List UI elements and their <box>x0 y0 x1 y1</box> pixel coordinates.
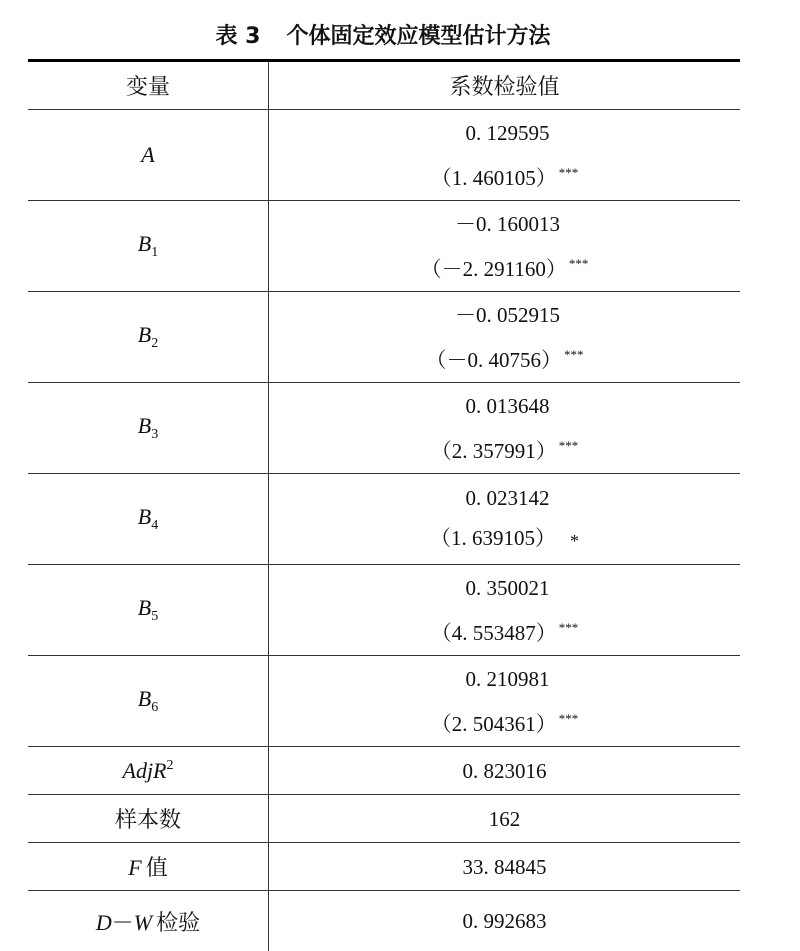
coefficient: －0. 160013 <box>269 204 740 244</box>
variable-subscript: 6 <box>151 700 158 715</box>
summary-row-f-value <box>28 843 740 891</box>
variable-subscript: 1 <box>151 245 158 260</box>
variable-name <box>123 758 174 783</box>
t-statistic: （2. 357991） <box>431 439 557 463</box>
header-row <box>28 61 740 110</box>
table-row <box>28 656 740 747</box>
variable-cell <box>28 747 269 795</box>
table-row <box>28 474 740 565</box>
coefficient: 0. 013648 <box>269 386 740 426</box>
variable-superscript: 2 <box>167 758 174 773</box>
summary-row-sample-size <box>28 795 740 843</box>
variable-letter: AdjR <box>123 758 167 783</box>
variable-label: 检验 <box>156 911 200 936</box>
coefficient: 0. 210981 <box>269 659 740 699</box>
variable-cell <box>28 565 269 656</box>
variable-name <box>138 322 158 347</box>
variable-name: A <box>141 142 154 167</box>
statistic-line <box>269 426 740 471</box>
summary-value: 33. 84845 <box>269 843 741 891</box>
significance-stars: *** <box>559 438 579 453</box>
t-statistic: （－2. 291160） <box>421 257 567 281</box>
t-statistic: （1. 460105） <box>431 166 557 190</box>
significance-stars: *** <box>569 256 589 271</box>
variable-cell <box>28 201 269 292</box>
variable-name <box>138 595 158 620</box>
summary-value: 162 <box>269 795 741 843</box>
coefficient: 0. 023142 <box>269 478 740 518</box>
variable-letter: D <box>96 910 112 935</box>
table-caption <box>0 19 766 50</box>
table-row <box>28 292 740 383</box>
caption-label: 表 3 <box>216 24 261 49</box>
table-row <box>28 565 740 656</box>
variable-name <box>138 413 158 438</box>
t-statistic: （2. 504361） <box>431 712 557 736</box>
statistic-line <box>269 244 740 289</box>
value-cell <box>269 292 741 383</box>
variable-letter: W <box>134 910 152 935</box>
variable-cell <box>28 110 269 201</box>
significance-stars: *** <box>559 620 579 635</box>
results-table <box>28 59 740 951</box>
value-cell <box>269 110 741 201</box>
header-coefficient: 系数检验值 <box>269 61 741 110</box>
table-row <box>28 383 740 474</box>
variable-subscript: 5 <box>151 609 158 624</box>
header-variable: 变量 <box>28 61 269 110</box>
value-cell <box>269 474 741 565</box>
variable-name <box>138 686 158 711</box>
statistic-line <box>269 153 740 198</box>
variable-cell <box>28 474 269 565</box>
variable-name <box>138 504 158 529</box>
value-cell <box>269 201 741 292</box>
caption-title: 个体固定效应模型估计方法 <box>286 24 550 49</box>
variable-cell <box>28 383 269 474</box>
variable-cell <box>28 292 269 383</box>
t-statistic: （－0. 40756） <box>426 348 563 372</box>
t-statistic: （4. 553487） <box>431 621 557 645</box>
variable-dash: － <box>112 910 134 935</box>
statistic-line <box>269 335 740 380</box>
variable-letter: B <box>138 686 151 711</box>
statistic-line <box>269 608 740 653</box>
summary-row-adj-r2 <box>28 747 740 795</box>
significance-stars: *** <box>559 711 579 726</box>
variable-letter: B <box>138 504 151 529</box>
value-cell <box>269 383 741 474</box>
variable-cell <box>28 656 269 747</box>
variable-letter: B <box>138 231 151 256</box>
variable-label: 样本数 <box>115 808 181 833</box>
variable-subscript: 3 <box>151 427 158 442</box>
variable-cell <box>28 795 269 843</box>
summary-value: 0. 823016 <box>269 747 741 795</box>
coefficient: 0. 350021 <box>269 568 740 608</box>
variable-letter: B <box>138 413 151 438</box>
variable-subscript: 2 <box>151 336 158 351</box>
value-cell <box>269 656 741 747</box>
summary-value: 0. 992683 <box>269 891 741 951</box>
t-statistic: （1. 639105） <box>430 526 556 550</box>
statistic-line <box>269 699 740 744</box>
summary-row-dw-test <box>28 891 740 951</box>
variable-cell <box>28 891 269 951</box>
value-cell <box>269 565 741 656</box>
variable-label: 值 <box>146 856 168 881</box>
variable-letter: B <box>138 322 151 347</box>
variable-cell <box>28 843 269 891</box>
table-row <box>28 201 740 292</box>
variable-letter: B <box>138 595 151 620</box>
significance-stars: * <box>570 531 579 551</box>
coefficient: 0. 129595 <box>269 113 740 153</box>
variable-letter: F <box>128 855 141 880</box>
statistic-line <box>269 518 740 561</box>
significance-stars: *** <box>559 165 579 180</box>
coefficient: －0. 052915 <box>269 295 740 335</box>
variable-subscript: 4 <box>151 518 158 533</box>
variable-name <box>138 231 158 256</box>
table-row <box>28 110 740 201</box>
significance-stars: *** <box>564 347 584 362</box>
